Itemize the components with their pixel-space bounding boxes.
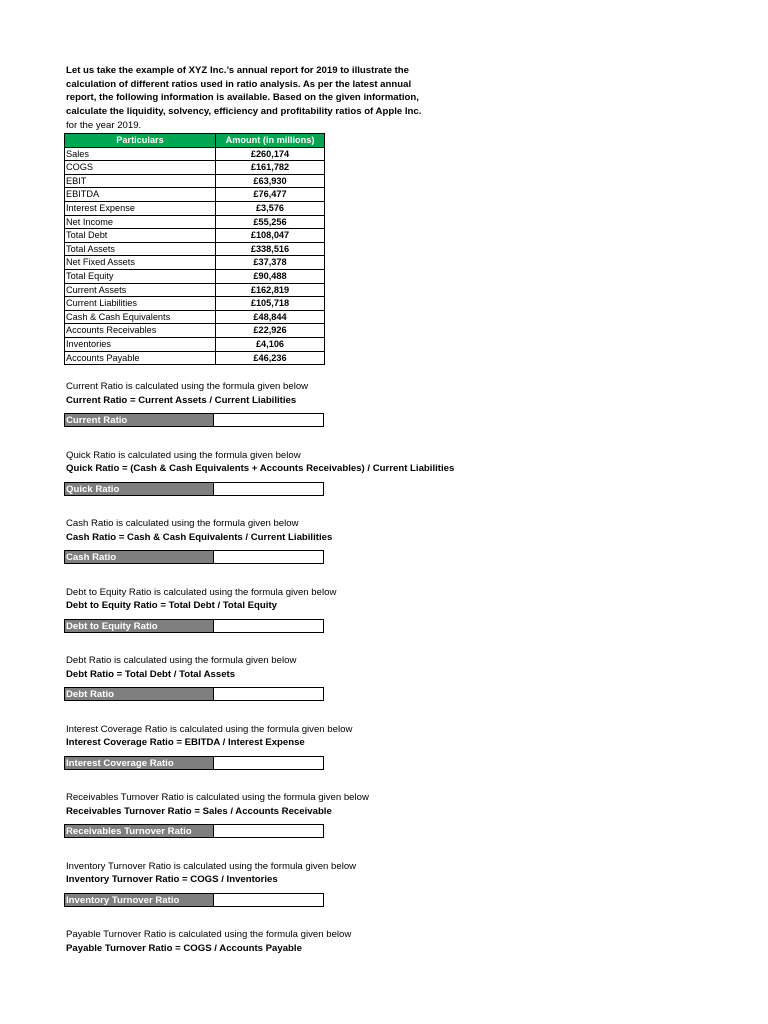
ratio-result-cell[interactable] xyxy=(214,824,324,838)
ratio-formula: Interest Coverage Ratio = EBITDA / Interest Expense xyxy=(66,737,305,748)
ratio-result-row xyxy=(64,687,324,701)
row-amount: £4,106 xyxy=(216,337,325,351)
row-amount: £46,236 xyxy=(216,351,325,365)
ratio-description: Interest Coverage Ratio is calculated using the formula given below xyxy=(66,723,353,735)
ratio-result-label: Quick Ratio xyxy=(64,482,214,496)
row-label: Current Assets xyxy=(65,283,216,297)
row-label: Current Liabilities xyxy=(65,297,216,311)
ratio-section xyxy=(66,723,352,770)
ratio-result-cell[interactable] xyxy=(214,893,324,907)
table-row xyxy=(65,161,325,175)
ratio-result-label: Receivables Turnover Ratio xyxy=(64,824,214,838)
ratio-section xyxy=(66,517,332,564)
table-row xyxy=(65,297,325,311)
table-row xyxy=(65,310,325,324)
ratio-formula: Quick Ratio = (Cash & Cash Equivalents + Accounts Receivables) / Current Liabilities xyxy=(66,463,455,474)
ratio-section xyxy=(66,860,356,907)
row-amount: £63,930 xyxy=(216,174,325,188)
table-row xyxy=(65,174,325,188)
ratio-formula: Receivables Turnover Ratio = Sales / Accounts Receivable xyxy=(66,805,332,817)
ratio-description: Payable Turnover Ratio is calculated using the formula given below xyxy=(66,929,352,940)
row-amount: £76,477 xyxy=(216,188,325,202)
table-header-row xyxy=(65,134,325,148)
ratio-result-cell[interactable] xyxy=(214,482,324,496)
row-amount: £260,174 xyxy=(216,147,325,161)
ratio-description: Debt Ratio is calculated using the formula given below xyxy=(66,655,297,666)
ratio-description: Cash Ratio is calculated using the formula given below xyxy=(66,518,299,529)
table-row xyxy=(65,147,325,161)
intro-line: for the year 2019. xyxy=(66,119,142,131)
ratio-result-cell[interactable] xyxy=(214,550,324,564)
row-label: Total Assets xyxy=(65,242,216,256)
table-row xyxy=(65,229,325,243)
table-row xyxy=(65,324,325,338)
table-row xyxy=(65,337,325,351)
table-row xyxy=(65,201,325,215)
ratio-result-label: Current Ratio xyxy=(64,413,214,427)
table-row xyxy=(65,242,325,256)
ratio-formula: Cash Ratio = Cash & Cash Equivalents / Current Liabilities xyxy=(66,531,333,543)
ratio-description: Current Ratio is calculated using the formula given below xyxy=(66,381,309,392)
table-row xyxy=(65,283,325,297)
row-label: Net Fixed Assets xyxy=(65,256,216,270)
row-amount: £162,819 xyxy=(216,283,325,297)
ratio-formula: Current Ratio = Current Assets / Current Liabilities xyxy=(66,394,297,406)
ratio-result-row xyxy=(64,619,336,633)
ratio-description: Quick Ratio is calculated using the formula given below xyxy=(66,449,301,461)
table-row xyxy=(65,188,325,202)
ratio-description: Inventory Turnover Ratio is calculated using the formula given below xyxy=(66,860,357,872)
row-label: Total Debt xyxy=(65,229,216,243)
financial-data-table xyxy=(64,133,325,365)
ratio-section xyxy=(66,449,454,496)
ratio-result-cell[interactable] xyxy=(214,413,324,427)
table-row xyxy=(65,269,325,283)
ratio-result-row xyxy=(64,413,324,427)
row-amount: £37,378 xyxy=(216,256,325,270)
row-amount: £3,576 xyxy=(216,201,325,215)
row-label: Net Income xyxy=(65,215,216,229)
ratio-result-row xyxy=(64,893,356,907)
table-row xyxy=(65,256,325,270)
row-amount: £108,047 xyxy=(216,229,325,243)
row-label: Sales xyxy=(65,147,216,161)
header-amount: Amount (in millions) xyxy=(216,134,325,148)
ratio-result-label: Inventory Turnover Ratio xyxy=(64,893,214,907)
row-amount: £55,256 xyxy=(216,215,325,229)
row-label: Inventories xyxy=(65,337,216,351)
ratio-formula: Debt to Equity Ratio = Total Debt / Total Equity xyxy=(66,600,277,611)
table-row xyxy=(65,215,325,229)
ratio-result-label: Debt to Equity Ratio xyxy=(64,619,214,633)
row-amount: £48,844 xyxy=(216,310,325,324)
row-amount: £22,926 xyxy=(216,324,325,338)
ratio-result-row xyxy=(64,482,454,496)
ratio-formula: Debt Ratio = Total Debt / Total Assets xyxy=(66,668,236,680)
ratio-section xyxy=(66,928,351,955)
row-amount: £90,488 xyxy=(216,269,325,283)
ratio-result-label: Debt Ratio xyxy=(64,687,214,701)
intro-line: Let us take the example of XYZ Inc.’s annual report for 2019 to illustrate the xyxy=(66,65,409,76)
ratio-result-cell[interactable] xyxy=(214,756,324,770)
row-amount: £105,718 xyxy=(216,297,325,311)
ratio-description: Debt to Equity Ratio is calculated using the formula given below xyxy=(66,586,337,598)
intro-line: report, the following information is available. Based on the given information, xyxy=(66,92,419,104)
ratio-section xyxy=(66,380,324,427)
ratio-formula: Inventory Turnover Ratio = COGS / Inventories xyxy=(66,874,278,885)
row-amount: £161,782 xyxy=(216,161,325,175)
row-label: Accounts Payable xyxy=(65,351,216,365)
ratio-result-cell[interactable] xyxy=(214,687,324,701)
ratio-description: Receivables Turnover Ratio is calculated using the formula given below xyxy=(66,792,369,803)
row-label: EBIT xyxy=(65,174,216,188)
table-row xyxy=(65,351,325,365)
ratio-result-cell[interactable] xyxy=(214,619,324,633)
ratio-result-row xyxy=(64,550,332,564)
ratio-section xyxy=(66,791,369,838)
row-label: COGS xyxy=(65,161,216,175)
row-label: Interest Expense xyxy=(65,201,216,215)
ratio-result-label: Cash Ratio xyxy=(64,550,214,564)
intro-line: calculation of different ratios used in ratio analysis. As per the latest annual xyxy=(66,78,412,90)
intro-line: calculate the liquidity, solvency, efficiency and profitability ratios of Apple Inc. xyxy=(66,106,422,118)
row-label: EBITDA xyxy=(65,188,216,202)
row-amount: £338,516 xyxy=(216,242,325,256)
ratio-result-row xyxy=(64,756,352,770)
ratio-section xyxy=(66,654,324,701)
row-label: Cash & Cash Equivalents xyxy=(65,310,216,324)
ratio-result-label: Interest Coverage Ratio xyxy=(64,756,214,770)
ratio-section xyxy=(66,586,336,633)
row-label: Total Equity xyxy=(65,269,216,283)
header-particulars: Particulars xyxy=(65,134,216,148)
ratio-result-row xyxy=(64,824,369,838)
row-label: Accounts Receivables xyxy=(65,324,216,338)
intro-paragraph xyxy=(66,64,426,133)
ratio-formula: Payable Turnover Ratio = COGS / Accounts Payable xyxy=(66,942,302,954)
